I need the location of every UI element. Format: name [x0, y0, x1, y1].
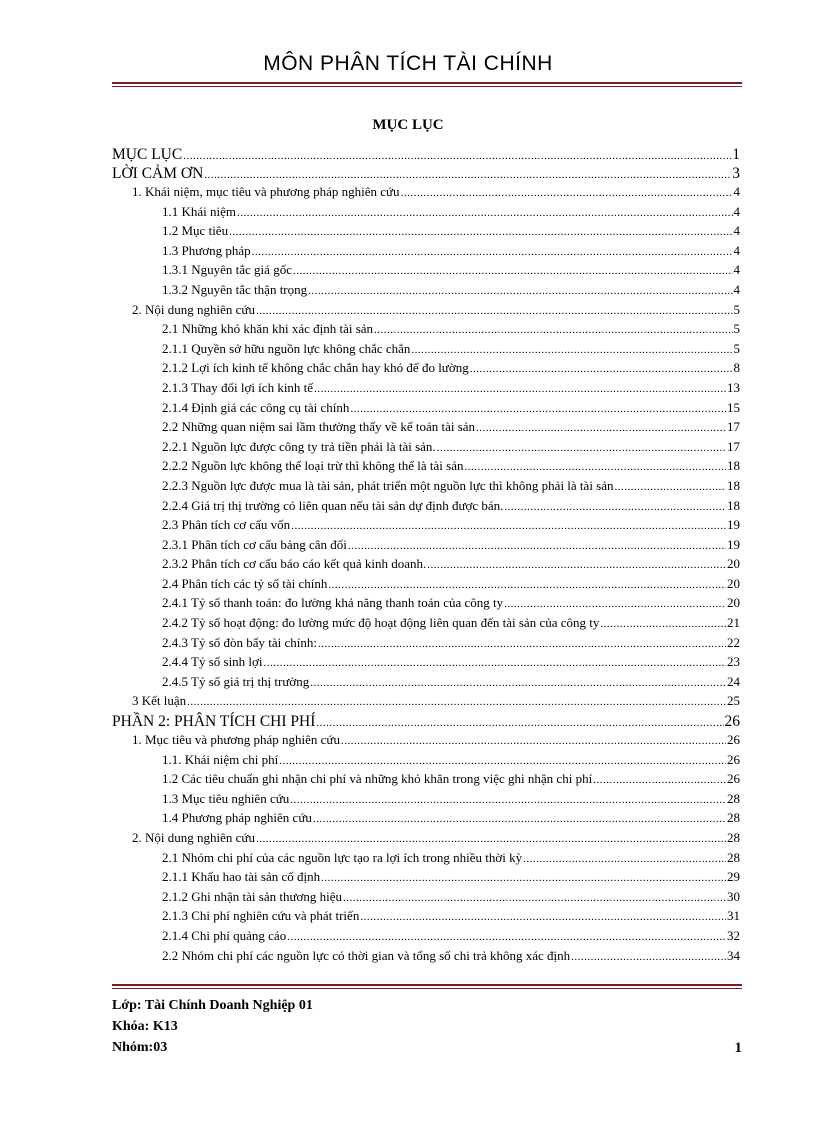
toc-dot-leader: [504, 498, 726, 514]
toc-entry-page: 19: [727, 536, 740, 552]
toc-entry-title: 2.4.5 Tỷ số giá trị thị trường: [162, 673, 310, 689]
toc-entry-page: 4: [733, 281, 740, 297]
toc-entry[interactable]: [112, 184, 740, 204]
toc-entry[interactable]: [112, 478, 740, 498]
toc-entry-title: 1. Mục tiêu và phương pháp nghiên cứu: [132, 732, 340, 748]
toc-entry-title: 2.2.3 Nguồn lực được mua là tài sản, phát triển một nguồn lực thì không phải là tài sản: [162, 477, 614, 493]
toc-entry-page: 28: [727, 790, 740, 806]
toc-entry-title: 2.2 Nhóm chi phí các nguồn lực có thời gian và tổng số chi trả không xác định: [162, 947, 571, 963]
toc-entry[interactable]: [112, 302, 740, 322]
toc-entry[interactable]: [112, 674, 740, 694]
document-header-title: MÔN PHÂN TÍCH TÀI CHÍNH: [263, 52, 553, 75]
toc-dot-leader: [411, 341, 732, 357]
toc-dot-leader: [470, 360, 733, 376]
toc-entry-page: 21: [727, 615, 740, 631]
toc-dot-leader: [204, 165, 731, 183]
toc-entry-title: 2.3.1 Phân tích cơ cấu bảng cân đối: [162, 536, 347, 552]
toc-dot-leader: [360, 908, 726, 924]
toc-entry[interactable]: [112, 282, 740, 302]
toc-dot-leader: [187, 693, 726, 709]
toc-entry-page: 19: [727, 517, 740, 533]
toc-entry[interactable]: [112, 400, 740, 420]
toc-dot-leader: [615, 478, 726, 494]
toc-entry-page: 4: [733, 242, 740, 258]
toc-entry-page: 31: [727, 908, 740, 924]
toc-entry-page: 4: [733, 203, 740, 219]
toc-entry[interactable]: [112, 635, 740, 655]
toc-dot-leader: [350, 400, 726, 416]
toc-entry[interactable]: [112, 556, 740, 576]
toc-entry-page: 26: [727, 751, 740, 767]
toc-dot-leader: [571, 948, 726, 964]
toc-dot-leader: [593, 771, 726, 787]
toc-dot-leader: [310, 674, 726, 690]
toc-dot-leader: [341, 732, 726, 748]
toc-entry-page: 25: [727, 693, 740, 709]
toc-entry-title: 2.2.4 Giá trị thị trường có liên quan nếu tài sản dự định được bán.: [162, 497, 504, 513]
toc-entry[interactable]: [112, 537, 740, 557]
toc-entry-title: 2.4.2 Tỷ số hoạt động: đo lường mức độ hoạt động liên quan đến tài sản của công ty: [162, 615, 600, 631]
toc-dot-leader: [279, 752, 726, 768]
toc-entry[interactable]: [112, 830, 740, 850]
toc-dot-leader: [523, 850, 726, 866]
toc-entry[interactable]: [112, 732, 740, 752]
toc-entry[interactable]: [112, 341, 740, 361]
toc-dot-leader: [256, 302, 733, 318]
toc-entry-page: 30: [727, 888, 740, 904]
toc-dot-leader: [313, 810, 726, 826]
toc-dot-leader: [476, 419, 726, 435]
toc-entry-title: 2. Nội dung nghiên cứu: [132, 830, 255, 845]
table-of-contents: [112, 146, 740, 967]
toc-entry[interactable]: [112, 262, 740, 282]
toc-entry-title: 1. Khái niệm, mục tiêu và phương pháp nghiên cứu: [132, 184, 400, 199]
toc-entry-title: 2.3 Phân tích cơ cấu vốn: [162, 517, 291, 533]
toc-entry[interactable]: [112, 498, 740, 518]
toc-entry[interactable]: [112, 771, 740, 791]
toc-entry-page: 29: [727, 869, 740, 885]
toc-entry[interactable]: [112, 439, 740, 459]
toc-entry-page: 32: [727, 927, 740, 943]
toc-dot-leader: [343, 889, 726, 905]
toc-entry[interactable]: [112, 419, 740, 439]
toc-entry-page: 4: [733, 262, 740, 278]
toc-entry-title: 1.3 Phương pháp: [162, 242, 251, 258]
toc-entry-title: 1.2 Các tiêu chuẩn ghi nhận chi phí và những khó khăn trong việc ghi nhận chi phí: [162, 771, 593, 787]
toc-dot-leader: [293, 262, 733, 278]
toc-entry-page: 26: [727, 771, 740, 787]
toc-dot-leader: [290, 791, 726, 807]
toc-entry-title: 2.4.4 Tỷ số sinh lợi: [162, 654, 263, 670]
toc-entry-title: LỜI CẢM ƠN: [112, 165, 204, 182]
toc-entry-page: 34: [727, 947, 740, 963]
toc-entry-page: 28: [727, 810, 740, 826]
toc-dot-leader: [328, 576, 726, 592]
toc-dot-leader: [252, 243, 733, 259]
toc-entry-title: 1.1 Khái niệm: [162, 203, 237, 219]
toc-entry-page: 28: [727, 849, 740, 865]
toc-entry[interactable]: [112, 321, 740, 341]
toc-entry-title: 2.4.1 Tỷ số thanh toán: đo lường khả năng thanh toán của công ty: [162, 595, 504, 611]
toc-dot-leader: [229, 223, 732, 239]
toc-entry-page: 20: [727, 575, 740, 591]
toc-entry-title: 2.1.2 Lợi ích kinh tế không chắc chắn hay khó để đo lường: [162, 360, 469, 376]
toc-entry-page: 1: [732, 146, 740, 163]
toc-entry-page: 26: [724, 713, 740, 731]
toc-entry-title: 2.1.4 Định giá các công cụ tài chính: [162, 399, 350, 415]
toc-dot-leader: [318, 635, 726, 651]
toc-entry[interactable]: [112, 908, 740, 928]
toc-dot-leader: [600, 615, 726, 631]
toc-entry[interactable]: [112, 165, 740, 184]
toc-dot-leader: [287, 928, 726, 944]
toc-entry-page: 4: [733, 184, 740, 199]
toc-dot-leader: [264, 654, 726, 670]
toc-entry-title: 2.4 Phân tích các tỷ số tài chính: [162, 575, 328, 591]
toc-entry-page: 5: [733, 301, 740, 317]
toc-dot-leader: [316, 713, 723, 731]
toc-dot-leader: [348, 537, 726, 553]
toc-entry-page: 4: [733, 223, 740, 239]
toc-entry[interactable]: [112, 948, 740, 968]
toc-dot-leader: [465, 458, 727, 474]
header-divider: [112, 82, 742, 87]
toc-entry-page: 22: [727, 634, 740, 650]
toc-dot-leader: [183, 146, 731, 164]
toc-entry-page: 3: [732, 165, 740, 182]
toc-dot-leader: [504, 595, 726, 611]
toc-heading: MỤC LỤC: [372, 117, 444, 133]
page-number: 1: [734, 1040, 742, 1056]
toc-entry-title: 2.2.1 Nguồn lực được công ty trả tiền phải là tài sản.: [162, 438, 436, 454]
toc-entry-page: 26: [727, 732, 740, 748]
toc-entry-title: 2.1.3 Chi phí nghiên cứu và phát triển: [162, 908, 360, 924]
toc-entry[interactable]: [112, 791, 740, 811]
toc-entry-title: 2.1 Nhóm chi phí của các nguồn lực tạo ra lợi ích trong nhiều thời kỳ: [162, 849, 523, 865]
toc-dot-leader: [321, 869, 726, 885]
toc-entry-page: 13: [727, 379, 740, 395]
toc-entry-title: 2.1 Những khó khăn khi xác định tài sản: [162, 321, 374, 337]
toc-entry[interactable]: [112, 928, 740, 948]
toc-entry-title: 1.3.2 Nguyên tắc thận trọng: [162, 281, 308, 297]
toc-dot-leader: [308, 282, 732, 298]
toc-entry[interactable]: [112, 693, 740, 713]
toc-entry-page: 5: [733, 321, 740, 337]
toc-entry[interactable]: [112, 146, 740, 165]
toc-entry[interactable]: [112, 380, 740, 400]
toc-entry-title: 2.3.2 Phân tích cơ cấu báo cáo kết quả kinh doanh.: [162, 556, 427, 572]
toc-entry[interactable]: [112, 752, 740, 772]
toc-entry-title: 2.1.2 Ghi nhận tài sản thương hiệu: [162, 888, 343, 904]
toc-entry[interactable]: [112, 810, 740, 830]
toc-entry[interactable]: [112, 517, 740, 537]
page-footer: [112, 998, 742, 1061]
toc-entry[interactable]: [112, 458, 740, 478]
toc-entry[interactable]: [112, 223, 740, 243]
toc-entry-title: 2.2.2 Nguồn lực không thể loại trừ thì không thể là tài sản: [162, 458, 464, 474]
toc-dot-leader: [314, 380, 726, 396]
toc-dot-leader: [291, 517, 726, 533]
toc-entry-page: 17: [727, 438, 740, 454]
toc-entry-title: 2. Nội dung nghiên cứu: [132, 301, 255, 317]
toc-entry[interactable]: [112, 360, 740, 380]
toc-entry-page: 23: [727, 654, 740, 670]
toc-entry-title: 1.2 Mục tiêu: [162, 223, 229, 239]
toc-dot-leader: [437, 439, 726, 455]
toc-entry[interactable]: [112, 204, 740, 224]
footer-class: Lớp: Tài Chính Doanh Nghiệp 01: [112, 998, 313, 1013]
toc-entry-title: 1.1. Khái niệm chi phí: [162, 751, 279, 767]
footer-group: Nhóm:03: [112, 1040, 168, 1055]
toc-entry-page: 8: [733, 360, 740, 376]
toc-entry[interactable]: [112, 869, 740, 889]
toc-entry-title: 2.1.1 Quyền sở hữu nguồn lực không chắc chắn: [162, 340, 411, 356]
toc-entry-page: 15: [727, 399, 740, 415]
footer-course: Khóa: K13: [112, 1019, 178, 1034]
toc-entry[interactable]: [112, 850, 740, 870]
toc-entry[interactable]: [112, 576, 740, 596]
toc-entry[interactable]: [112, 595, 740, 615]
toc-entry-page: 24: [727, 673, 740, 689]
toc-entry[interactable]: [112, 654, 740, 674]
toc-entry[interactable]: [112, 243, 740, 263]
toc-entry-title: 1.4 Phương pháp nghiên cứu: [162, 810, 312, 826]
toc-dot-leader: [427, 556, 726, 572]
toc-entry-page: 28: [727, 830, 740, 845]
toc-dot-leader: [401, 184, 733, 200]
toc-entry-page: 18: [727, 477, 740, 493]
toc-entry-title: 2.1.3 Thay đổi lợi ích kinh tế: [162, 379, 314, 395]
toc-entry[interactable]: [112, 889, 740, 909]
toc-entry-page: 18: [727, 458, 740, 474]
footer-divider: [112, 984, 742, 989]
toc-entry-page: 20: [727, 556, 740, 572]
toc-entry-title: PHẦN 2: PHÂN TÍCH CHI PHÍ: [112, 713, 316, 731]
toc-dot-leader: [256, 830, 726, 846]
toc-entry-title: 2.1.1 Khấu hao tài sản cố định: [162, 869, 321, 885]
toc-dot-leader: [237, 204, 732, 220]
toc-entry-title: 3 Kết luận: [132, 693, 187, 709]
toc-entry-page: 20: [727, 595, 740, 611]
toc-entry-title: 1.3.1 Nguyên tắc giá gốc: [162, 262, 292, 278]
toc-entry-title: 2.2 Những quan niệm sai lầm thường thấy về kế toán tài sản: [162, 419, 476, 435]
toc-entry-page: 17: [727, 419, 740, 435]
toc-entry-title: MỤC LỤC: [112, 146, 183, 163]
toc-entry-page: 18: [727, 497, 740, 513]
toc-entry-page: 5: [733, 340, 740, 356]
toc-dot-leader: [374, 321, 732, 337]
toc-entry[interactable]: [112, 713, 740, 732]
toc-entry-title: 1.3 Mục tiêu nghiên cứu: [162, 790, 290, 806]
toc-entry-title: 2.1.4 Chi phí quảng cáo: [162, 927, 287, 943]
toc-entry-title: 2.4.3 Tỷ số đòn bẩy tài chính:: [162, 634, 318, 650]
toc-entry[interactable]: [112, 615, 740, 635]
